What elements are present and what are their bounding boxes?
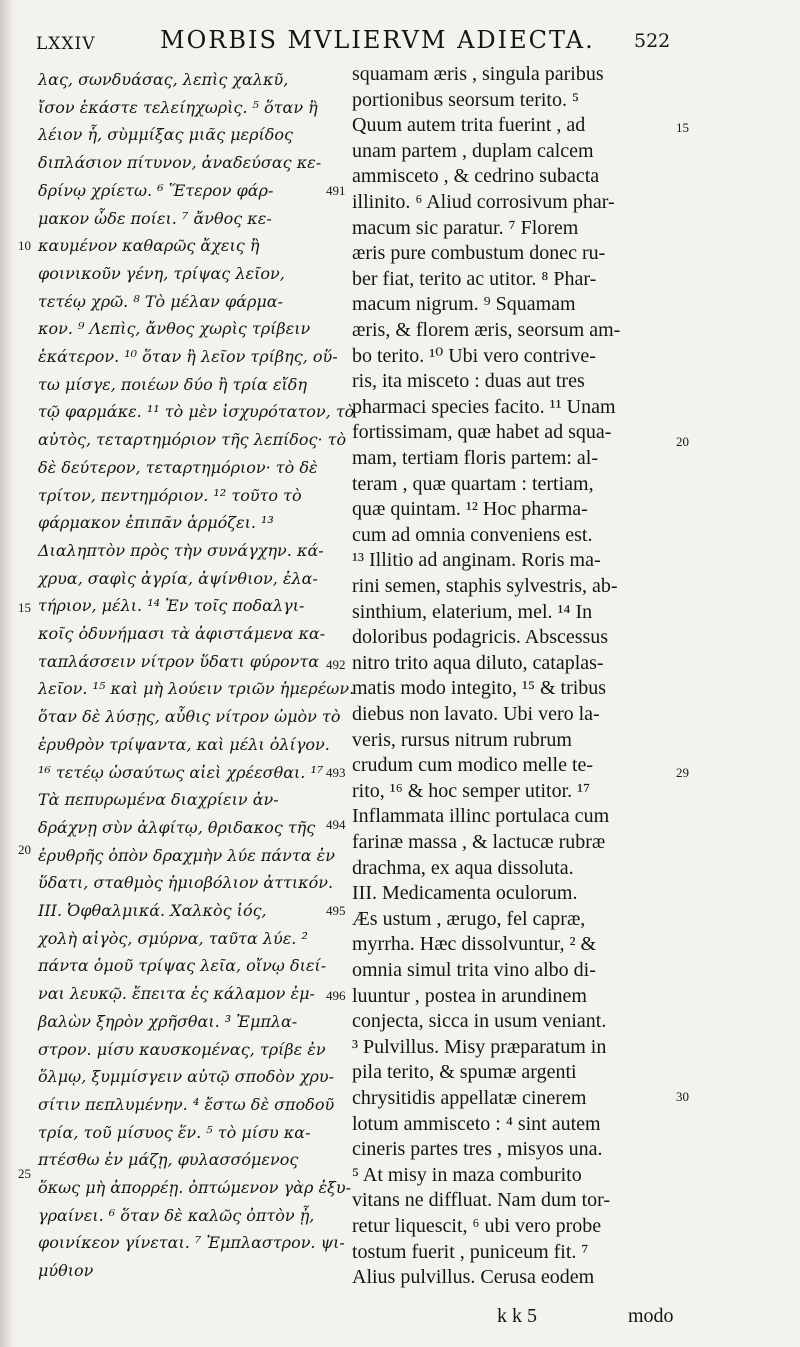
latin-text-line: quæ quintam. ¹² Hoc pharma- bbox=[352, 498, 588, 521]
margin-number: 30 bbox=[676, 1089, 689, 1104]
running-head-title: MORBIS MVLIERVM ADIECTA. bbox=[160, 26, 595, 54]
greek-text-line: βαλὼν ξηρὸν χρῆσθαι. ³ Ἐμπλα- bbox=[38, 1011, 298, 1031]
margin-number: 15 bbox=[18, 600, 31, 615]
page-number: 522 bbox=[634, 30, 671, 52]
latin-text-line: farinæ massa , & lactucæ rubræ bbox=[352, 831, 606, 853]
greek-text-line: ὅλμῳ, ξυμμίσγειν αὐτῷ σποδὸν χρυ- bbox=[38, 1067, 335, 1087]
margin-number: 491 bbox=[326, 183, 346, 198]
greek-text-line: τῷ φαρμάκε. ¹¹ τὸ μὲν ἰσχυρότατον, τὸ bbox=[38, 402, 355, 422]
greek-text-line: ταπλάσσειν νίτρον ὕδατι φύροντα bbox=[38, 651, 320, 671]
greek-text-line: ἴσον ἑκάστε τελείηχωρὶς. ⁵ ὅταν ἢ bbox=[38, 97, 318, 117]
margin-number: 492 bbox=[326, 657, 346, 672]
latin-text-line: chrysitidis appellatæ cinerem bbox=[352, 1087, 587, 1109]
greek-text-line: τρίτον, πεντημόριον. ¹² τοῦτο τὸ bbox=[38, 485, 302, 505]
greek-text-line: τω μίσγε, ποιέων δύο ἢ τρία εἴδη bbox=[38, 374, 308, 394]
greek-text-line: αὐτὸς, τεταρτημόριον τῆς λεπίδος· τὸ bbox=[38, 430, 347, 450]
catchword: modo bbox=[628, 1305, 674, 1327]
latin-text-line: ris, ita misceto : duas aut tres bbox=[352, 370, 585, 393]
latin-text-line: veris, rursus nitrum rubrum bbox=[352, 728, 572, 751]
latin-text-line: conjecta, sicca in usum veniant. bbox=[352, 1010, 607, 1033]
latin-text-line: Æs ustum , ærugo, fel capræ, bbox=[352, 907, 586, 930]
greek-text-line: ὅταν δὲ λύσῃς, αὖθις νίτρον ὠμὸν τὸ bbox=[38, 707, 341, 727]
greek-text-line: στρον. μίσυ καυσκομένας, τρίβε ἐν bbox=[38, 1039, 326, 1059]
greek-text-line: δρίνῳ χρίετω. ⁶ Ἕτερον φάρ- bbox=[38, 180, 274, 200]
margin-number: 25 bbox=[18, 1166, 31, 1181]
greek-text-line: διπλάσιον πίτυνον, ἀναδεύσας κε- bbox=[38, 153, 322, 173]
latin-text-line: tostum fuerit , puniceum fit. ⁷ bbox=[352, 1240, 589, 1263]
latin-text-line: ³ Pulvillus. Misy præparatum in bbox=[352, 1035, 607, 1058]
latin-text-line: matis modo integito, ¹⁵ & tribus bbox=[352, 677, 607, 700]
greek-text-line: χολὴ αἰγὸς, σμύρνα, ταῦτα λύε. ² bbox=[38, 928, 308, 948]
latin-text-line: mam, tertiam floris partem: al- bbox=[352, 447, 599, 469]
binding-shadow bbox=[0, 0, 14, 1347]
greek-text-line: δράχνῃ σὺν ἀλφίτῳ, θριδακος τῆς bbox=[38, 817, 316, 837]
margin-number: 29 bbox=[676, 765, 689, 780]
greek-text-line: κοῖς ὀδυνήμασι τὰ ἀφιστάμενα κα- bbox=[38, 624, 326, 643]
greek-text-line: ὕδατι, σταθμὸς ἡμιοβόλιον ἀττικόν. bbox=[38, 873, 334, 893]
greek-text-line: λέιον ἧ, σὺμμίξας μιᾶς μερίδος bbox=[38, 125, 293, 145]
latin-text-line: myrrha. Hæc dissolvuntur, ² & bbox=[352, 933, 597, 956]
greek-text-line: γραίνει. ⁶ ὅταν δὲ καλῶς ὀπτὸν ᾖ, bbox=[38, 1205, 315, 1225]
greek-text-line: ¹⁶ τετέῳ ὡσαύτως αἰεὶ χρέεσθαι. ¹⁷ bbox=[38, 762, 324, 782]
latin-text-line: ¹³ Illitio ad anginam. Roris ma- bbox=[352, 549, 601, 572]
greek-text-line: ἐρυθρὸν τρίψαντα, καὶ μέλι ὀλίγον. bbox=[38, 734, 330, 754]
greek-text-line: λας, σωνδυάσας, λεπὶς χαλκῦ, bbox=[38, 70, 289, 89]
latin-text-line: vitans ne diffluat. Nam dum tor- bbox=[352, 1189, 611, 1212]
greek-text-line: III. Ὀφθαλμικά. Χαλκὸς ἰός, bbox=[38, 901, 267, 920]
latin-text-line: illinito. ⁶ Aliud corrosivum phar- bbox=[352, 191, 615, 213]
margin-number: 496 bbox=[326, 988, 346, 1003]
greek-text-line: ναι λευκῷ. ἔπειτα ἐς κάλαμον ἐμ- bbox=[38, 984, 315, 1004]
latin-text-line: teram , quæ quartam : tertiam, bbox=[352, 472, 594, 495]
greek-text-line: λεῖον. ¹⁵ καὶ μὴ λούειν τριῶν ἡμερέων. bbox=[38, 679, 355, 699]
margin-number: 20 bbox=[676, 434, 689, 449]
latin-text-line: Alius pulvillus. Cerusa eodem bbox=[352, 1266, 595, 1289]
latin-text-line: Quum autem trita fuerint , ad bbox=[352, 114, 586, 137]
greek-text-line: κον. ⁹ Λεπὶς, ἄνθος χωρὶς τρίβειν bbox=[38, 319, 311, 339]
latin-text-line: æris pure combustum donec ru- bbox=[352, 242, 606, 265]
latin-text-line: pharmaci species facito. ¹¹ Unam bbox=[352, 395, 616, 418]
latin-text-line: luuntur , postea in arundinem bbox=[352, 984, 587, 1007]
latin-text-line: unam partem , duplam calcem bbox=[352, 139, 594, 162]
greek-text-line: φάρμακον ἐπιπᾶν ἁρμόζει. ¹³ bbox=[38, 513, 274, 533]
latin-text-line: retur liquescit, ⁶ ubi vero probe bbox=[352, 1215, 602, 1237]
latin-text-line: diebus non lavato. Ubi vero la- bbox=[352, 703, 600, 725]
greek-text-line: ἐρυθρῆς ὁπὸν δραχμὴν λύε πάντα ἐν bbox=[38, 845, 335, 865]
greek-text-line: μακον ὧδε ποίει. ⁷ ἄνθος κε- bbox=[38, 208, 272, 228]
latin-text-line: sinthium, elaterium, mel. ¹⁴ In bbox=[352, 600, 593, 623]
latin-text-line: cum ad omnia conveniens est. bbox=[352, 523, 593, 546]
greek-text-line: πάντα ὁμοῦ τρίψας λεῖα, οἴνῳ διεί- bbox=[38, 956, 327, 976]
latin-text-line: fortissimam, quæ habet ad squa- bbox=[352, 421, 612, 444]
latin-text-line: macum nigrum. ⁹ Squamam bbox=[352, 293, 576, 316]
latin-text-line: omnia simul trita vino albo di- bbox=[352, 959, 596, 981]
greek-text-line: Διαληπτὸν πρὸς τὴν συνάγχην. κά- bbox=[38, 540, 324, 560]
latin-text-line: ⁵ At misy in maza comburito bbox=[352, 1163, 582, 1186]
latin-text-line: squamam æris , singula paribus bbox=[352, 63, 604, 85]
margin-number: 10 bbox=[18, 238, 31, 253]
latin-text-line: pila terito, & spumæ argenti bbox=[352, 1061, 577, 1084]
greek-text-line: ὅκως μὴ ἀπορρέῃ. ὀπτώμενον γὰρ ἐξυ- bbox=[38, 1178, 351, 1197]
latin-text-line: Inflammata illinc portulaca cum bbox=[352, 805, 610, 828]
latin-text-line: drachma, ex aqua dissoluta. bbox=[352, 856, 574, 879]
latin-text-line: crudum cum modico melle te- bbox=[352, 754, 594, 777]
greek-text-line: Τὰ πεπυρωμένα διαχρίειν ἀν- bbox=[38, 790, 279, 810]
latin-text-line: æris, & florem æris, seorsum am- bbox=[352, 319, 621, 341]
greek-text-line: τετέῳ χρῶ. ⁸ Τὸ μέλαν φάρμα- bbox=[38, 291, 283, 311]
latin-text-line: ammisceto , & cedrino subacta bbox=[352, 165, 600, 188]
margin-number: 494 bbox=[326, 817, 346, 832]
greek-text-line: πτέσθω ἐν μάζῃ, φυλασσόμενος bbox=[38, 1150, 299, 1170]
latin-text-line: cineris partes tres , misyos una. bbox=[352, 1138, 603, 1161]
latin-text-line: macum sic paratur. ⁷ Florem bbox=[352, 216, 579, 239]
greek-text-line: ἑκάτερον. ¹⁰ ὅταν ἢ λεῖον τρίβης, οὕ- bbox=[38, 347, 338, 366]
greek-text-line: δὲ δεύτερον, τεταρτημόριον· τὸ δὲ bbox=[38, 457, 318, 477]
margin-number: 493 bbox=[326, 765, 346, 780]
greek-text-line: φοινίκεον γίνεται. ⁷ Ἐμπλαστρον. ψι- bbox=[38, 1233, 345, 1253]
greek-text-line: καυμένον καθαρῶς ἄχεις ἢ bbox=[38, 236, 260, 256]
greek-text-line: φοινικοῦν γένη, τρίψας λεῖον, bbox=[38, 263, 285, 283]
greek-text-line: χρυα, σαφὶς ἀγρία, ἀψίνθιον, ἐλα- bbox=[38, 568, 318, 588]
latin-text-line: bo terito. ¹⁰ Ubi vero contrive- bbox=[352, 344, 596, 367]
latin-text-line: portionibus seorsum terito. ⁵ bbox=[352, 88, 579, 111]
latin-text-line: nitro trito aqua diluto, cataplas- bbox=[352, 651, 604, 674]
running-head-number: LXXIV bbox=[36, 34, 96, 54]
signature-mark: k k 5 bbox=[497, 1305, 537, 1327]
margin-number: 15 bbox=[676, 120, 689, 135]
greek-text-line: σίτιν πεπλυμένην. ⁴ ἔστω δὲ σποδοῦ bbox=[38, 1094, 335, 1114]
latin-text-line: rito, ¹⁶ & hoc semper utitor. ¹⁷ bbox=[352, 779, 591, 802]
latin-text-line: III. Medicamenta oculorum. bbox=[352, 882, 578, 905]
margin-number: 20 bbox=[18, 842, 31, 857]
latin-text-line: rini semen, staphis sylvestris, ab- bbox=[352, 575, 618, 597]
greek-text-line: τρία, τοῦ μίσυος ἕν. ⁵ τὸ μίσυ κα- bbox=[38, 1122, 311, 1142]
latin-text-line: doloribus podagricis. Abscessus bbox=[352, 626, 609, 649]
greek-text-line: μύθιον bbox=[38, 1261, 94, 1281]
margin-number: 495 bbox=[326, 903, 346, 918]
greek-text-line: τήριον, μέλι. ¹⁴ Ἐν τοῖς ποδαλγι- bbox=[38, 596, 305, 616]
latin-text-line: lotum ammisceto : ⁴ sint autem bbox=[352, 1112, 601, 1135]
latin-text-line: ber fiat, terito ac utitor. ⁸ Phar- bbox=[352, 267, 597, 290]
